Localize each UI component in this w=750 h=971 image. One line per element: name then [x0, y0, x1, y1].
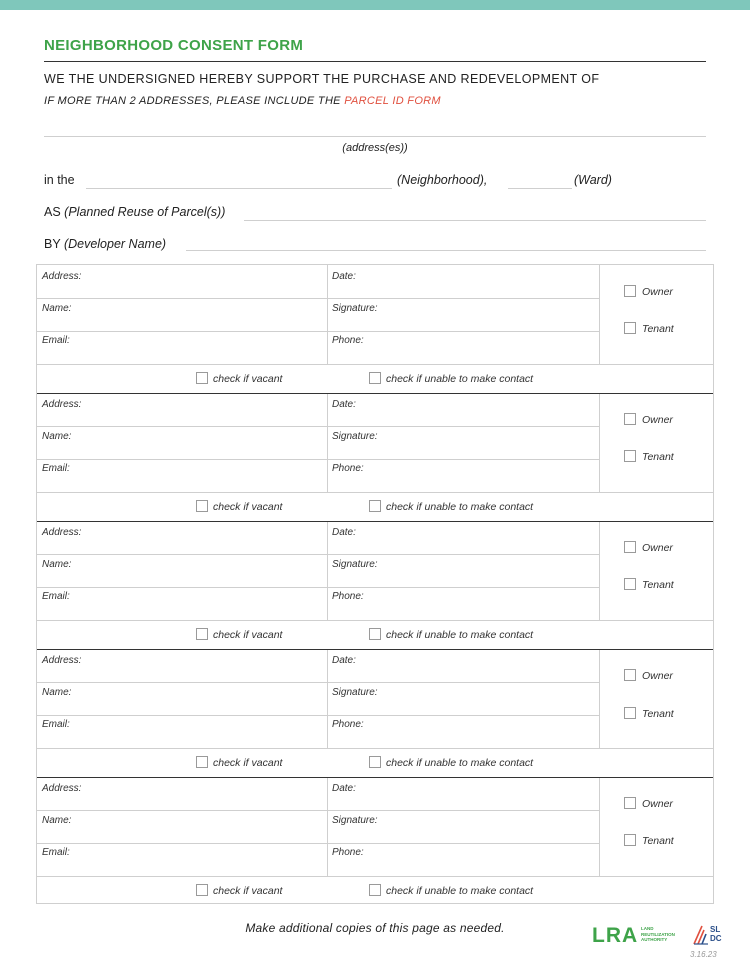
- parcel-note: [44, 95, 441, 107]
- ward-label: (Ward): [574, 173, 612, 187]
- signature-field[interactable]: Signature:: [332, 559, 378, 570]
- no-contact-checkbox[interactable]: [369, 628, 381, 640]
- no-contact-label: check if unable to make contact: [386, 501, 534, 513]
- address-field[interactable]: Address:: [42, 527, 82, 538]
- planned-reuse-label: (Planned Reuse of Parcel(s)): [64, 205, 226, 219]
- owner-checkbox[interactable]: [624, 797, 636, 809]
- email-field[interactable]: Email:: [42, 463, 70, 474]
- address-caption: (address(es)): [342, 142, 408, 154]
- lra-full-name: LAND REUTILIZATION AUTHORITY: [641, 926, 675, 942]
- column-divider: [327, 778, 328, 876]
- vacant-checkbox[interactable]: [196, 372, 208, 384]
- owner-checkbox[interactable]: [624, 413, 636, 425]
- row-divider: [37, 331, 599, 332]
- row-divider: [37, 426, 599, 427]
- phone-field[interactable]: Phone:: [332, 591, 364, 602]
- name-field[interactable]: Name:: [42, 815, 72, 826]
- address-input-line[interactable]: [44, 136, 706, 137]
- title-divider: [44, 61, 706, 62]
- no-contact-checkbox[interactable]: [369, 884, 381, 896]
- row-divider: [37, 682, 599, 683]
- row-divider: [37, 620, 713, 621]
- email-field[interactable]: Email:: [42, 335, 70, 346]
- tenant-checkbox[interactable]: [624, 322, 636, 334]
- vacant-label: check if vacant: [213, 757, 283, 769]
- phone-field[interactable]: Phone:: [332, 847, 364, 858]
- signer-entry: [37, 265, 713, 393]
- tenant-label: Tenant: [642, 323, 674, 335]
- phone-field[interactable]: Phone:: [332, 335, 364, 346]
- top-accent-bar: [0, 0, 750, 10]
- name-field[interactable]: Name:: [42, 431, 72, 442]
- vacant-label: check if vacant: [213, 501, 283, 513]
- signature-field[interactable]: Signature:: [332, 303, 378, 314]
- developer-name-input-line[interactable]: [186, 250, 706, 251]
- email-field[interactable]: Email:: [42, 719, 70, 730]
- no-contact-label: check if unable to make contact: [386, 757, 534, 769]
- row-divider: [37, 843, 599, 844]
- owner-checkbox[interactable]: [624, 669, 636, 681]
- owner-checkbox[interactable]: [624, 541, 636, 553]
- address-field[interactable]: Address:: [42, 783, 82, 794]
- ward-input-line[interactable]: [508, 188, 572, 189]
- page-title: NEIGHBORHOOD CONSENT FORM: [44, 37, 304, 54]
- row-divider: [37, 492, 713, 493]
- owner-label: Owner: [642, 798, 673, 810]
- signature-field[interactable]: Signature:: [332, 687, 378, 698]
- vacant-checkbox[interactable]: [196, 756, 208, 768]
- row-divider: [37, 554, 599, 555]
- signer-entry: [37, 777, 713, 906]
- name-field[interactable]: Name:: [42, 687, 72, 698]
- date-field[interactable]: Date:: [332, 783, 356, 794]
- by-prefix: BY: [44, 237, 61, 251]
- address-field[interactable]: Address:: [42, 271, 82, 282]
- neighborhood-label: (Neighborhood),: [397, 173, 488, 187]
- no-contact-label: check if unable to make contact: [386, 885, 534, 897]
- vacant-checkbox[interactable]: [196, 628, 208, 640]
- row-divider: [37, 587, 599, 588]
- vacant-checkbox[interactable]: [196, 500, 208, 512]
- tenant-checkbox[interactable]: [624, 578, 636, 590]
- owner-checkbox[interactable]: [624, 285, 636, 297]
- phone-field[interactable]: Phone:: [332, 719, 364, 730]
- column-divider: [599, 394, 600, 492]
- row-divider: [37, 459, 599, 460]
- planned-reuse-input-line[interactable]: [244, 220, 706, 221]
- column-divider: [327, 522, 328, 620]
- date-field[interactable]: Date:: [332, 527, 356, 538]
- tenant-checkbox[interactable]: [624, 707, 636, 719]
- vacant-checkbox[interactable]: [196, 884, 208, 896]
- tenant-checkbox[interactable]: [624, 834, 636, 846]
- name-field[interactable]: Name:: [42, 559, 72, 570]
- no-contact-label: check if unable to make contact: [386, 629, 534, 641]
- row-divider: [37, 810, 599, 811]
- column-divider: [599, 778, 600, 876]
- column-divider: [327, 265, 328, 364]
- by-label: [44, 237, 166, 251]
- copies-note: Make additional copies of this page as needed.: [245, 921, 505, 935]
- row-divider: [37, 364, 713, 365]
- revision-date: 3.16.23: [690, 950, 717, 959]
- in-the-label: in the: [44, 173, 75, 187]
- sldc-logo-text: SLDC: [710, 925, 722, 943]
- tenant-label: Tenant: [642, 835, 674, 847]
- owner-label: Owner: [642, 670, 673, 682]
- signer-entry: [37, 393, 713, 522]
- no-contact-label: check if unable to make contact: [386, 373, 534, 385]
- phone-field[interactable]: Phone:: [332, 463, 364, 474]
- no-contact-checkbox[interactable]: [369, 756, 381, 768]
- signature-field[interactable]: Signature:: [332, 815, 378, 826]
- vacant-label: check if vacant: [213, 629, 283, 641]
- owner-label: Owner: [642, 414, 673, 426]
- signer-entry: [37, 649, 713, 778]
- date-field[interactable]: Date:: [332, 271, 356, 282]
- as-prefix: AS: [44, 205, 61, 219]
- vacant-label: check if vacant: [213, 373, 283, 385]
- address-field[interactable]: Address:: [42, 399, 82, 410]
- owner-label: Owner: [642, 542, 673, 554]
- lra-logo: LRA: [592, 924, 639, 947]
- no-contact-checkbox[interactable]: [369, 372, 381, 384]
- support-statement: WE THE UNDERSIGNED HEREBY SUPPORT THE PURCHASE AND REDEVELOPMENT OF: [44, 72, 600, 86]
- as-label: [44, 205, 225, 219]
- email-field[interactable]: Email:: [42, 847, 70, 858]
- parcel-note-text: IF MORE THAN 2 ADDRESSES, PLEASE INCLUDE THE: [44, 95, 345, 107]
- tenant-label: Tenant: [642, 451, 674, 463]
- column-divider: [327, 650, 328, 748]
- no-contact-checkbox[interactable]: [369, 500, 381, 512]
- date-field[interactable]: Date:: [332, 655, 356, 666]
- column-divider: [599, 522, 600, 620]
- owner-label: Owner: [642, 286, 673, 298]
- email-field[interactable]: Email:: [42, 591, 70, 602]
- signer-entry: [37, 521, 713, 650]
- signature-table: [36, 264, 714, 904]
- column-divider: [599, 265, 600, 364]
- vacant-label: check if vacant: [213, 885, 283, 897]
- sldc-logo: [692, 924, 728, 946]
- column-divider: [327, 394, 328, 492]
- column-divider: [599, 650, 600, 748]
- row-divider: [37, 298, 599, 299]
- row-divider: [37, 748, 713, 749]
- date-field[interactable]: Date:: [332, 399, 356, 410]
- neighborhood-input-line[interactable]: [86, 188, 392, 189]
- name-field[interactable]: Name:: [42, 303, 72, 314]
- tenant-label: Tenant: [642, 708, 674, 720]
- row-divider: [37, 876, 713, 877]
- developer-name-label: (Developer Name): [63, 237, 167, 251]
- tenant-label: Tenant: [642, 579, 674, 591]
- tenant-checkbox[interactable]: [624, 450, 636, 462]
- parcel-id-form-link[interactable]: PARCEL ID FORM: [344, 95, 441, 107]
- address-field[interactable]: Address:: [42, 655, 82, 666]
- row-divider: [37, 715, 599, 716]
- signature-field[interactable]: Signature:: [332, 431, 378, 442]
